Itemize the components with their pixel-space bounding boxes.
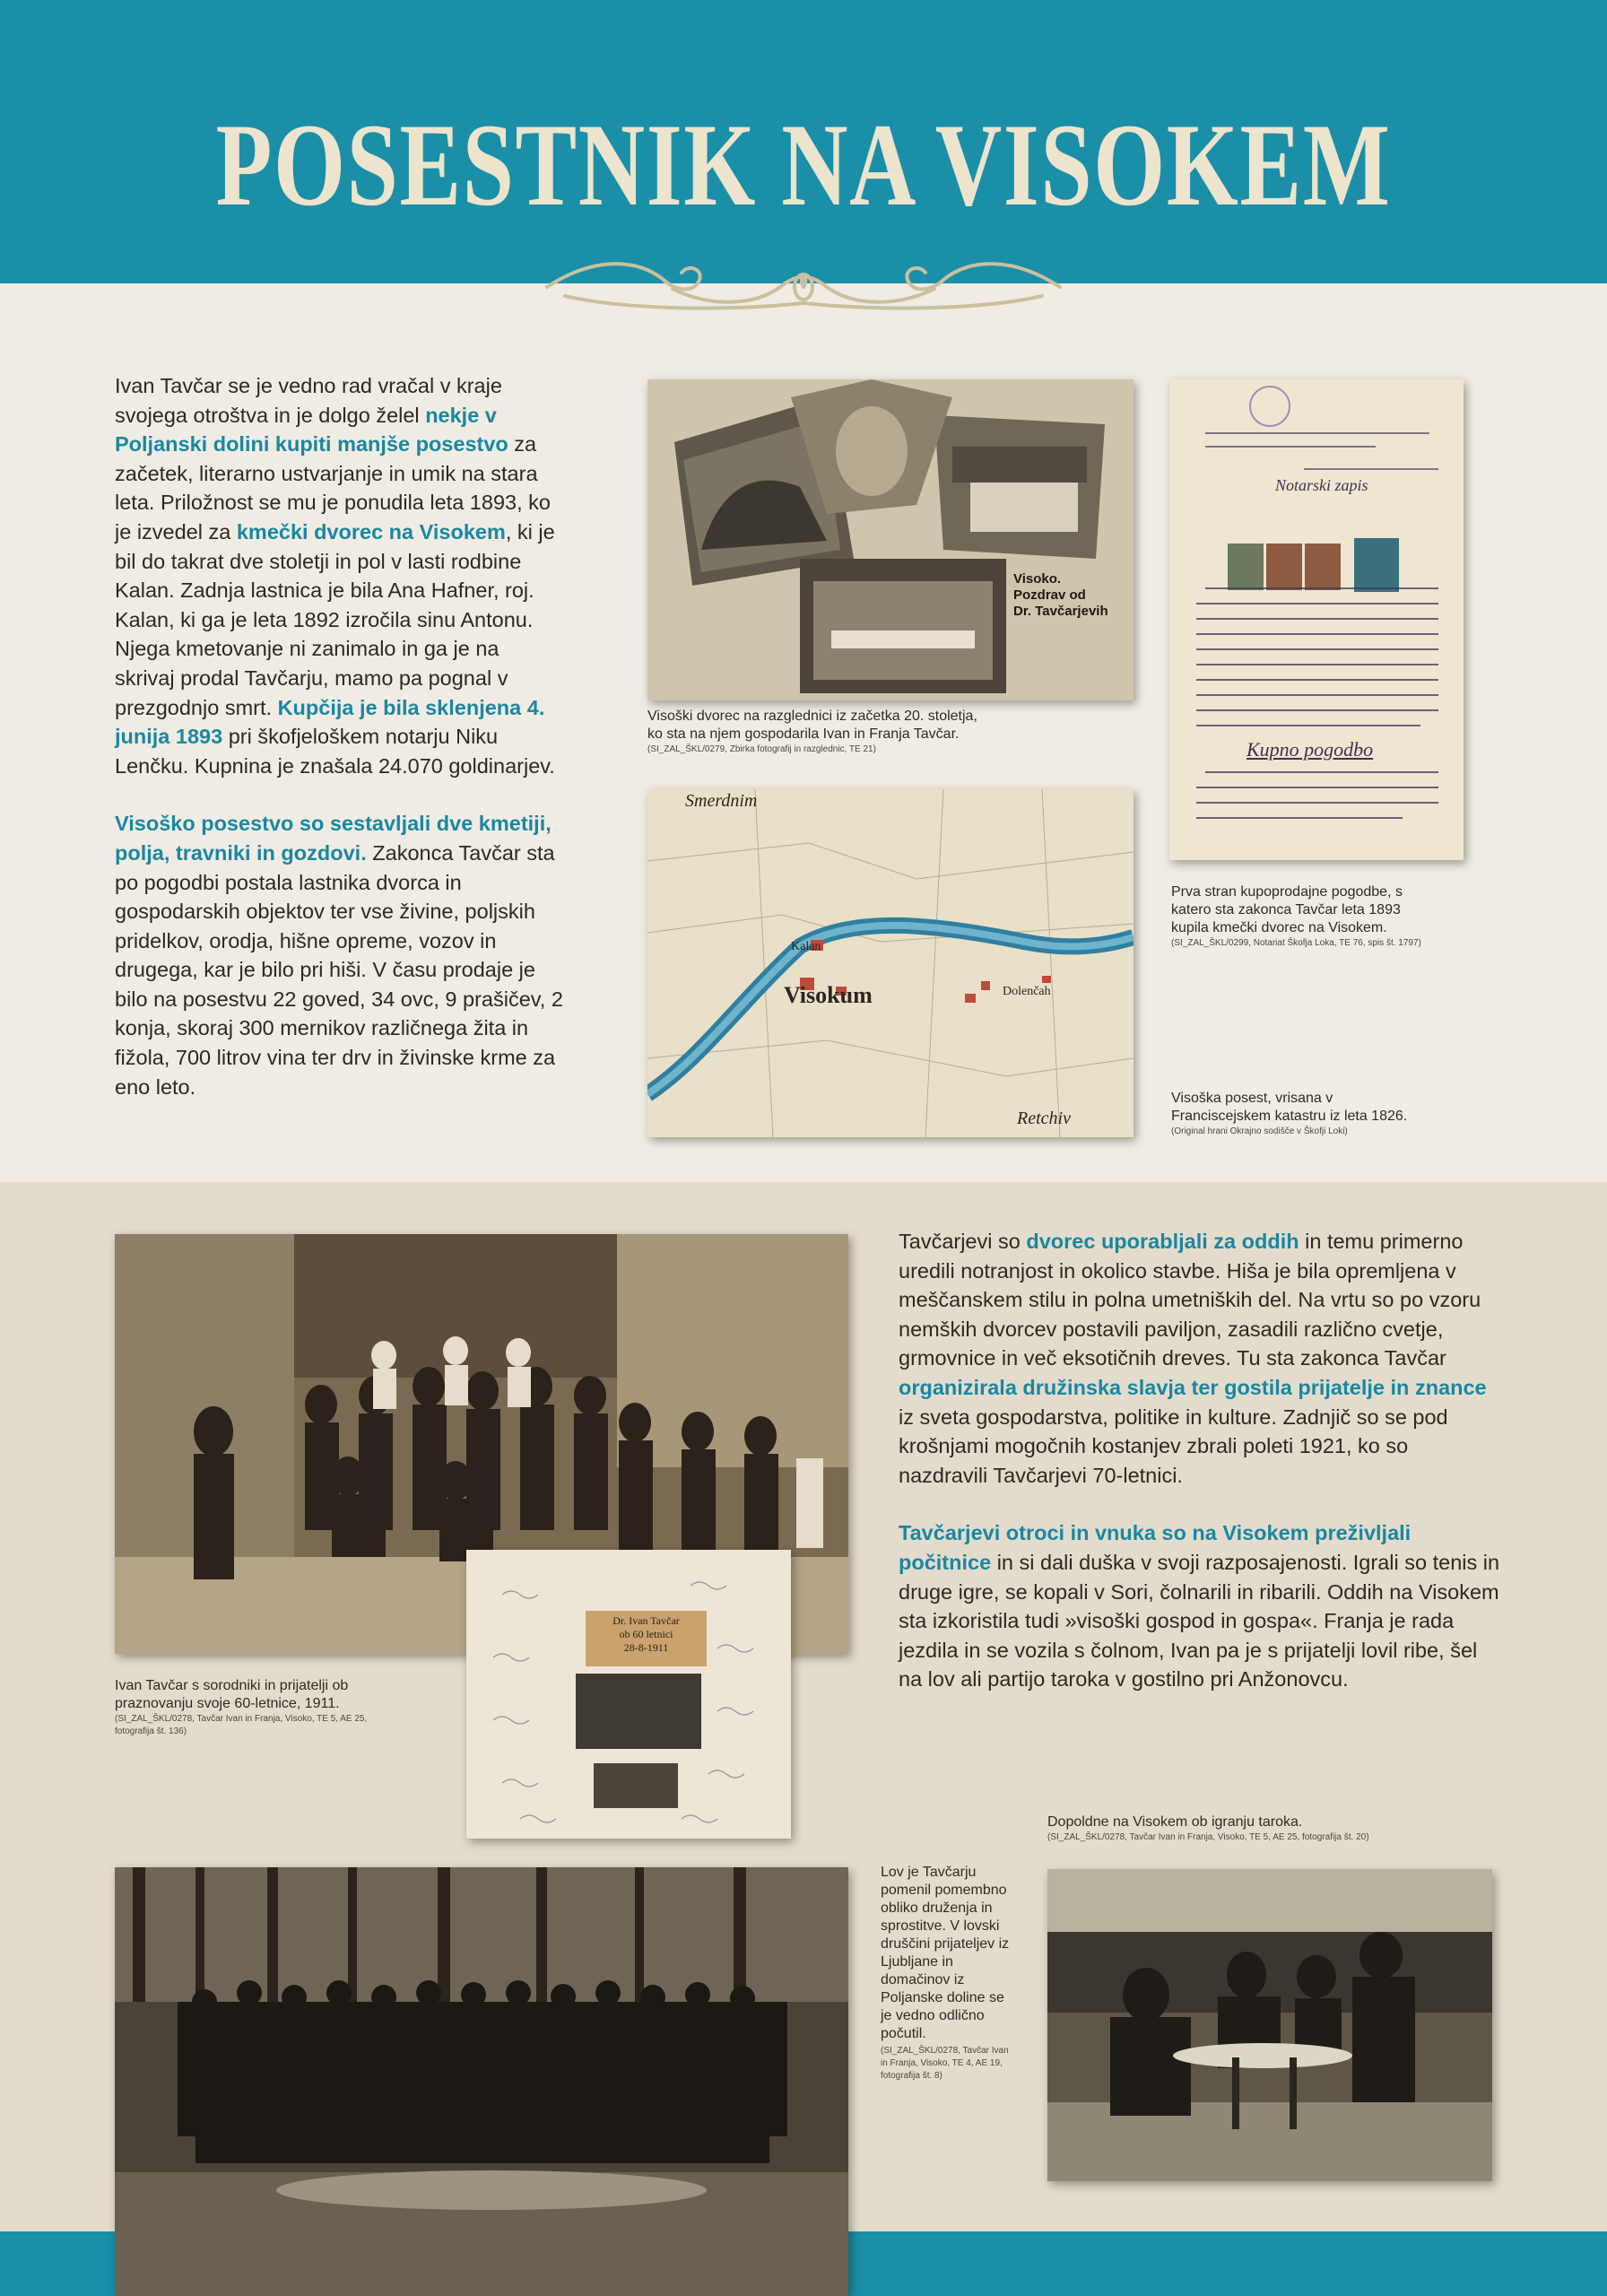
postcard-label-greeting: Pozdrav od — [1013, 587, 1086, 603]
contract-image — [1169, 379, 1464, 860]
tarok-caption — [1047, 1813, 1406, 1844]
intro-paragraph-1 — [115, 371, 563, 780]
intro-paragraph-2 — [115, 809, 563, 1101]
body-text: pri škofjeloškem notarju Niku Lenčku. Kupnina je znašala 24.070 goldinarjev. — [115, 725, 555, 778]
highlighted-text: kmečki dvorec na Visokem — [236, 519, 506, 544]
tarok-source: (SI_ZAL_ŠKL/0278, Tavčar Ivan in Franja, Visoko, TE 5, AE 25, fotografija št. 20) — [1047, 1832, 1369, 1842]
album-label-date: 28-8-1911 — [623, 1641, 669, 1654]
postcard-label-place: Visoko. — [1013, 571, 1062, 587]
map-label-kalan: Kalan — [791, 940, 821, 953]
leisure-text — [899, 1227, 1501, 1694]
contract-subheading: Kupno pogodbo — [1247, 738, 1374, 761]
tarok-caption-text: Dopoldne na Visokem ob igranju taroka. — [1047, 1814, 1303, 1830]
contract-source: (SI_ZAL_ŠKL/0299, Notariat Škofja Loka, TE 76, spis št. 1797) — [1171, 938, 1421, 948]
group-photo-caption — [115, 1677, 375, 1738]
leisure-paragraph-1 — [899, 1227, 1501, 1490]
hunt-caption — [881, 1864, 1015, 2083]
map-source: (Original hrani Okrajno sodišče v Škofji Loki) — [1171, 1126, 1348, 1136]
body-text: , ki je bil do takrat dve stoletji in pol v lasti rodbine Kalan. Zadnja lastnica je bila Ana Hafner, roj. Kalan, ki ga je leta 1892 izročila sinu Antonu. Njega kmetovanje ni zanimalo in ga je na skrivaj prodal Tavčarju, mamo pa pognal v prezgodnjo smrt. — [115, 519, 555, 719]
postcard-image — [647, 379, 1134, 700]
intro-text — [115, 371, 563, 1101]
postcard-label-family: Dr. Tavčarjevih — [1013, 604, 1108, 619]
highlighted-text: Tavčarjevi otroci in vnuka so na Visokem preživljali počitnice — [899, 1521, 1412, 1574]
page-title: POSESTNIK NA VISOKEM — [215, 99, 1392, 230]
map-caption — [1171, 1090, 1431, 1138]
body-text: Tavčarjevi so — [899, 1230, 1027, 1253]
contract-caption — [1171, 883, 1440, 950]
leisure-paragraph-2 — [899, 1518, 1501, 1694]
album-label-name: Dr. Ivan Tavčar — [612, 1614, 680, 1627]
album-label-occasion: ob 60 letnici — [619, 1628, 673, 1640]
group-photo-caption-text: Ivan Tavčar s sorodniki in prijatelji ob praznovanju svoje 60-letnice, 1911. — [115, 1678, 349, 1711]
group-photo-source: (SI_ZAL_ŠKL/0278, Tavčar Ivan in Franja, Visoko, TE 5, AE 25, fotografija št. 136) — [115, 1714, 368, 1736]
hunting-party-photo — [115, 1867, 848, 2296]
body-text: in temu primerno uredili notranjost in okolico stavbe. Hiša je bila opremljena v meščanskem stilu in polna umetniških del. Na vrtu so po vzoru nemških dvorcev postavili paviljon, zasadili različno cvetje, grmovnice in več eksotičnih dreves. Tu sta zakonca Tavčar — [899, 1230, 1481, 1370]
map-label-smerdnim: Smerdnim — [685, 791, 758, 811]
contract-caption-text: Prva stran kupoprodajne pogodbe, s katero sta zakonca Tavčar leta 1893 kupila kmečki dvorec na Visokem. — [1171, 884, 1403, 935]
map-label-retchiv: Retchiv — [1017, 1109, 1071, 1128]
hunt-source: (SI_ZAL_ŠKL/0278, Tavčar Ivan in Franja, Visoko, TE 4, AE 19, fotografija št. 8) — [881, 2046, 1009, 2081]
map-label-visokum: Visokum — [784, 982, 873, 1008]
highlighted-text: organizirala družinska slavja ter gostila prijatelje in znance — [899, 1375, 1487, 1399]
body-text: Zakonca Tavčar sta po pogodbi postala lastnika dvorca in gospodarskih objektov ter vse živine, poljskih pridelkov, orodja, hišne opreme, vozov in drugega, kar je bilo pri hiši. V času prodaje je bilo na posestvu 22 goved, 34 ovc, 9 prašičev, 2 konja, skoraj 300 mernikov različnega žita in fižola, 700 litrov vina ter drv in živinske krme za eno leto. — [115, 840, 563, 1099]
postcard-caption-text: Visoški dvorec na razglednici iz začetka 20. stoletja, ko sta na njem gospodarila Ivan in Franja Tavčar. — [647, 709, 977, 742]
highlighted-text: Visoško posestvo so sestavljali dve kmetiji, polja, travniki in gozdovi. — [115, 812, 552, 865]
body-text: iz sveta gospodarstva, politike in kulture. Zadnjič so se pod krošnjami mogočnih kostanjev zbrali poleti 1921, ko so nazdravili Tavčarjevi 70-letnici. — [899, 1405, 1448, 1487]
map-caption-text: Visoška posest, vrisana v Franciscejskem katastru iz leta 1826. — [1171, 1091, 1408, 1124]
hunt-caption-text: Lov je Tavčarju pomenil pomembno obliko druženja in sprostitve. V lovski druščini prijateljev iz Ljubljane in domačinov iz Poljanske doline se je vedno odlično počutil. — [881, 1865, 1010, 2041]
ornament-flourish — [538, 253, 1069, 316]
postcard-caption — [647, 708, 988, 756]
body-text: in si dali duška v svoji razposajenosti. Igrali so tenis in druge igre, se kopali v Sori, čolnarili in ribarili. Oddih na Visokem sta izkoristila tudi »visoški gospod in gospa«. Franja je rada jezdila in se vozila s čolnom, Ivan pa je s prijatelji lovil ribe, šel na lov ali partijo taroka v gostilno pri Anžonovcu. — [899, 1550, 1500, 1692]
tarok-game-photo — [1047, 1869, 1492, 2181]
cadastral-map-image — [647, 789, 1134, 1137]
birthday-album-page — [466, 1550, 791, 1839]
contract-heading: Notarski zapis — [1275, 476, 1368, 494]
postcard-source: (SI_ZAL_ŠKL/0279, Zbirka fotografij in razglednic, TE 21) — [647, 744, 876, 754]
highlighted-text: nekje v Poljanski dolini kupiti manjše posestvo — [115, 403, 508, 457]
highlighted-text: Kupčija je bila sklenjena 4. junija 1893 — [115, 695, 545, 749]
body-text: za začetek, literarno ustvarjanje in umik na stara leta. Priložnost se mu je ponudila leta 1893, ko je izvedel za — [115, 432, 551, 544]
map-label-dolencah: Dolenčah — [1003, 985, 1051, 998]
highlighted-text: dvorec uporabljali za oddih — [1026, 1230, 1299, 1253]
body-text: Ivan Tavčar se je vedno rad vračal v kraje svojega otroštva in je dolgo želel — [115, 374, 502, 427]
